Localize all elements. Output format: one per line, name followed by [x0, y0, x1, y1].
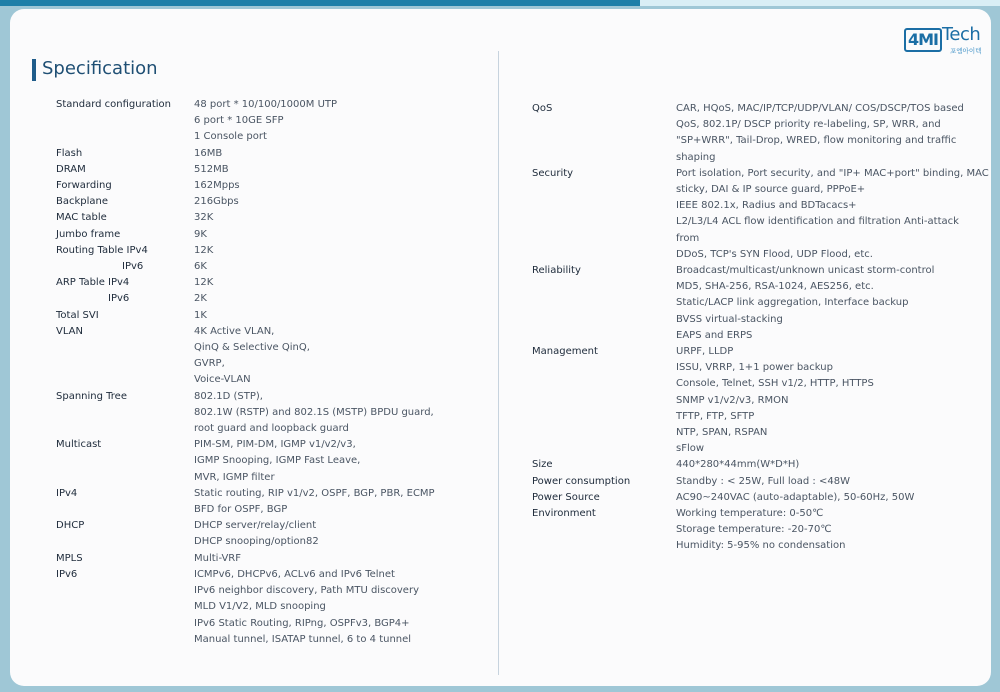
- logo-subtitle: 포엠아이텍: [950, 47, 982, 55]
- spec-values: [56, 551, 486, 567]
- spec-values: [56, 567, 486, 648]
- logo-word: Tech: [942, 24, 981, 45]
- spec-label: Backplane: [56, 196, 109, 208]
- spec-label: ARP Table IPv4: [56, 277, 130, 289]
- spec-row-standard-configuration: [56, 97, 486, 146]
- spec-row-spanning-tree: [56, 389, 486, 438]
- spec-label: MPLS: [56, 552, 83, 564]
- spec-value-line: IPv6 neighbor discovery, Path MTU discovery: [194, 585, 419, 597]
- spec-label: IPv6: [122, 261, 144, 273]
- spec-values: [532, 101, 962, 166]
- spec-label: QoS: [532, 103, 553, 114]
- spec-value-line: URPF, LLDP: [676, 346, 734, 358]
- spec-value-line: DHCP server/relay/client: [194, 520, 317, 532]
- spec-row-vlan: [56, 324, 486, 389]
- spec-value-line: 1K: [194, 309, 207, 321]
- spec-label: VLAN: [56, 325, 83, 337]
- spec-value-line: Broadcast/multicast/unknown unicast storm-control: [676, 265, 935, 277]
- spec-row-flash: [56, 146, 486, 162]
- spec-label: IPv4: [56, 487, 78, 499]
- spec-value-line: QinQ & Selective QinQ,: [194, 342, 310, 354]
- spec-label: Forwarding: [56, 180, 112, 192]
- spec-value-line: NTP, SPAN, RSPAN: [676, 427, 768, 439]
- spec-row-ipv6: [56, 567, 486, 648]
- spec-row-ipv4: [56, 486, 486, 518]
- spec-values: [56, 259, 486, 275]
- spec-row-environment: [532, 506, 962, 555]
- spec-value-line: SNMP v1/v2/v3, RMON: [676, 394, 789, 406]
- logo-mark: 4MI: [904, 28, 942, 52]
- spec-row-ipv6: [56, 291, 486, 307]
- spec-value-line: TFTP, FTP, SFTP: [676, 410, 755, 422]
- top-accent-light: [640, 0, 1000, 6]
- spec-values: [56, 146, 486, 162]
- spec-values: [56, 227, 486, 243]
- spec-values: [56, 518, 486, 550]
- spec-row-qos: [532, 101, 962, 166]
- spec-value-line: "SP+WRR", Tail-Drop, WRED, flow monitoring and traffic: [676, 135, 957, 147]
- spec-value-line: Port isolation, Port security, and "IP+ MAC+port" binding, MAC: [676, 167, 989, 179]
- title-accent-bar: [32, 59, 36, 81]
- spec-values: [56, 178, 486, 194]
- spec-value-line: 802.1D (STP),: [194, 390, 263, 402]
- spec-values: [56, 324, 486, 389]
- spec-value-line: shaping: [676, 151, 716, 163]
- spec-label: Flash: [56, 147, 83, 159]
- spec-row-backplane: [56, 194, 486, 210]
- spec-row-reliability: [532, 263, 962, 344]
- spec-values: [532, 457, 962, 473]
- spec-values: [532, 506, 962, 555]
- spec-values: [56, 210, 486, 226]
- spec-values: [532, 344, 962, 457]
- spec-value-line: QoS, 802.1P/ DSCP priority re-labeling, SP, WRR, and: [676, 119, 941, 131]
- spec-values: [56, 162, 486, 178]
- spec-label: DHCP: [56, 520, 85, 532]
- spec-label: Environment: [532, 508, 596, 520]
- page-title: Specification: [42, 58, 158, 79]
- spec-row-security: [532, 166, 989, 263]
- spec-page: [10, 9, 991, 686]
- spec-value-line: IGMP Snooping, IGMP Fast Leave,: [194, 455, 361, 467]
- spec-values: [56, 308, 486, 324]
- brand-logo: [904, 22, 986, 62]
- spec-row-dhcp: [56, 518, 486, 550]
- spec-values: [56, 486, 486, 518]
- spec-value-line: sticky, DAI & IP source guard, PPPoE+: [676, 184, 866, 196]
- spec-value-line: Multi-VRF: [194, 552, 242, 564]
- spec-value-line: Storage temperature: -20-70℃: [676, 524, 832, 536]
- spec-list-right: [532, 101, 989, 555]
- spec-value-line: L2/L3/L4 ACL flow identification and filtration Anti-attack: [676, 216, 959, 228]
- spec-value-line: BVSS virtual-stacking: [676, 313, 783, 325]
- spec-row-management: [532, 344, 962, 457]
- spec-value-line: from: [676, 232, 700, 244]
- spec-list-left: [56, 97, 486, 648]
- spec-value-line: PIM-SM, PIM-DM, IGMP v1/v2/v3,: [194, 439, 356, 451]
- spec-value-line: 4K Active VLAN,: [194, 325, 275, 337]
- spec-label: Management: [532, 346, 598, 358]
- spec-value-line: BFD for OSPF, BGP: [194, 504, 288, 516]
- spec-value-line: 1 Console port: [194, 131, 267, 143]
- spec-row-multicast: [56, 437, 486, 486]
- spec-row-size: [532, 457, 962, 473]
- spec-label: Size: [532, 459, 553, 471]
- spec-value-line: 162Mpps: [194, 180, 240, 192]
- spec-label: MAC table: [56, 212, 107, 224]
- spec-label: Jumbo frame: [56, 228, 121, 240]
- spec-value-line: DDoS, TCP's SYN Flood, UDP Flood, etc.: [676, 248, 873, 260]
- spec-value-line: 802.1W (RSTP) and 802.1S (MSTP) BPDU guard,: [194, 406, 434, 418]
- spec-value-line: MD5, SHA-256, RSA-1024, AES256, etc.: [676, 281, 874, 293]
- spec-value-line: MVR, IGMP filter: [194, 471, 275, 483]
- spec-value-line: 32K: [194, 212, 214, 224]
- spec-value-line: 440*280*44mm(W*D*H): [676, 459, 800, 471]
- spec-value-line: 216Gbps: [194, 196, 239, 208]
- spec-label: IPv6: [108, 293, 130, 305]
- spec-value-line: Standby : < 25W, Full load : <48W: [676, 475, 850, 487]
- spec-value-line: Humidity: 5-95% no condensation: [676, 540, 846, 552]
- spec-label: Reliability: [532, 265, 581, 277]
- column-divider: [498, 51, 499, 675]
- spec-value-line: 6 port * 10GE SFP: [194, 115, 284, 127]
- spec-row-ipv6: [56, 259, 486, 275]
- spec-value-line: 2K: [194, 293, 207, 305]
- spec-value-line: GVRP,: [194, 358, 225, 370]
- spec-values: [532, 263, 962, 344]
- spec-label: IPv6: [56, 568, 78, 580]
- spec-value-line: Static routing, RIP v1/v2, OSPF, BGP, PBR, ECMP: [194, 487, 435, 499]
- spec-row-forwarding: [56, 178, 486, 194]
- spec-value-line: Voice-VLAN: [194, 374, 251, 386]
- spec-value-line: AC90~240VAC (auto-adaptable), 50-60Hz, 50W: [676, 491, 915, 503]
- spec-value-line: Manual tunnel, ISATAP tunnel, 6 to 4 tunnel: [194, 633, 412, 645]
- spec-value-line: ISSU, VRRP, 1+1 power backup: [676, 362, 833, 374]
- spec-value-line: sFlow: [676, 443, 705, 455]
- spec-label: Routing Table IPv4: [56, 244, 148, 256]
- spec-row-jumbo-frame: [56, 227, 486, 243]
- spec-value-line: EAPS and ERPS: [676, 329, 753, 341]
- spec-value-line: Console, Telnet, SSH v1/2, HTTP, HTTPS: [676, 378, 874, 390]
- spec-value-line: CAR, HQoS, MAC/IP/TCP/UDP/VLAN/ COS/DSCP/TOS based: [676, 103, 964, 114]
- spec-row-routing-table-ipv4: [56, 243, 486, 259]
- spec-row-power-source: [532, 490, 962, 506]
- spec-label: Standard configuration: [56, 99, 172, 110]
- spec-row-power-consumption: [532, 474, 962, 490]
- spec-value-line: DHCP snooping/option82: [194, 536, 319, 548]
- spec-value-line: 9K: [194, 228, 207, 240]
- spec-row-total-svi: [56, 308, 486, 324]
- spec-value-line: 48 port * 10/100/1000M UTP: [194, 99, 338, 110]
- spec-values: [56, 437, 486, 486]
- spec-label: Power consumption: [532, 475, 631, 487]
- spec-label: DRAM: [56, 163, 86, 175]
- spec-value-line: 12K: [194, 277, 214, 289]
- spec-values: [532, 166, 989, 263]
- top-accent-strip: [0, 0, 1000, 6]
- spec-label: Multicast: [56, 439, 102, 451]
- spec-value-line: 12K: [194, 244, 214, 256]
- spec-value-line: MLD V1/V2, MLD snooping: [194, 601, 326, 613]
- spec-row-arp-table-ipv4: [56, 275, 486, 291]
- spec-value-line: root guard and loopback guard: [194, 423, 349, 435]
- spec-label: Power Source: [532, 491, 600, 503]
- spec-label: Total SVI: [56, 309, 99, 321]
- spec-row-mac-table: [56, 210, 486, 226]
- spec-label: Spanning Tree: [56, 390, 127, 402]
- spec-label: Security: [532, 167, 574, 179]
- spec-value-line: 16MB: [194, 147, 223, 159]
- spec-row-dram: [56, 162, 486, 178]
- spec-value-line: IPv6 Static Routing, RIPng, OSPFv3, BGP4+: [194, 617, 410, 629]
- spec-values: [56, 194, 486, 210]
- spec-value-line: 6K: [194, 261, 207, 273]
- spec-value-line: Static/LACP link aggregation, Interface backup: [676, 297, 909, 309]
- spec-value-line: IEEE 802.1x, Radius and BDTacacs+: [676, 200, 857, 212]
- spec-row-mpls: [56, 551, 486, 567]
- spec-value-line: ICMPv6, DHCPv6, ACLv6 and IPv6 Telnet: [194, 568, 395, 580]
- spec-value-line: 512MB: [194, 163, 229, 175]
- spec-value-line: Working temperature: 0-50℃: [676, 508, 824, 520]
